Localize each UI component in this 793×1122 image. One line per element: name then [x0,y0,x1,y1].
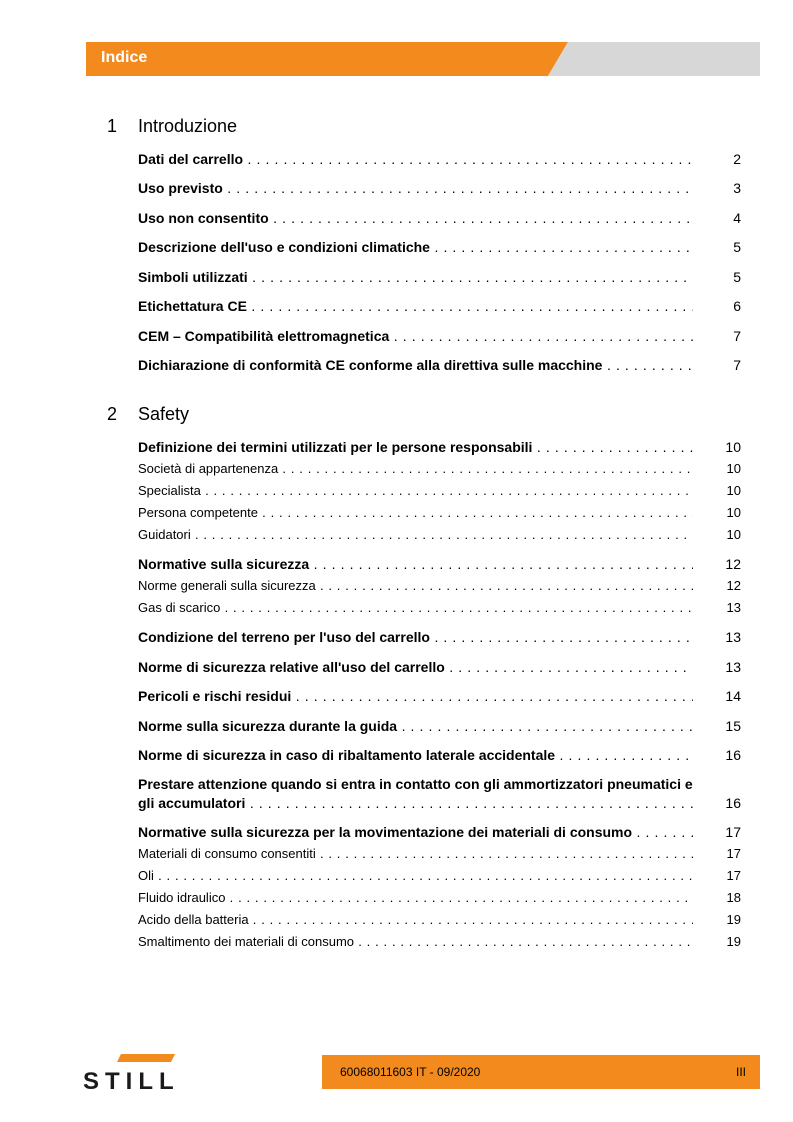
toc-entry-label: Dati del carrello [138,151,244,167]
toc-entry-label: Normative sulla sicurezza [138,556,310,572]
toc-entry-label: Normative sulla sicurezza per la movimentazione dei materiali di consumo [138,824,633,840]
toc-entry-label: Smaltimento dei materiali di consumo [138,934,355,949]
toc-entry-page: 13 [725,629,741,645]
toc-entry[interactable] [138,718,741,738]
toc-entry-label: Guidatori [138,527,191,542]
toc-entry-page: 12 [726,578,741,593]
toc-entry-page: 17 [726,868,741,883]
toc-entry[interactable] [138,688,741,708]
toc-subentry[interactable] [138,527,741,547]
chapter-title: Introduzione [138,116,238,136]
toc-entry-label: Dichiarazione di conformità CE conforme alla direttiva sulle macchine [138,357,603,373]
toc-subentry[interactable] [138,578,741,598]
toc-entry[interactable] [138,747,741,767]
toc-entry-page: 4 [733,210,741,226]
toc-entry-label: CEM – Compatibilità elettromagnetica [138,328,390,344]
toc-entry-page: 13 [726,600,741,615]
toc-entry-page: 15 [725,718,741,734]
page-header [86,42,760,76]
toc-subentry[interactable] [138,912,741,932]
toc-entry-page: 6 [733,298,741,314]
toc-entry[interactable] [138,210,741,230]
header-title: Indice [101,49,148,66]
toc-entry-page: 17 [725,824,741,840]
toc-subentry[interactable] [138,600,741,620]
toc-entry-label: Norme generali sulla sicurezza [138,578,316,593]
chapter-number: 1 [107,116,118,136]
toc-entry-page: 10 [726,505,741,520]
toc-entry-label: Norme sulla sicurezza durante la guida [138,718,398,734]
toc-entry-page: 13 [725,659,741,675]
toc-subentry[interactable] [138,934,741,954]
toc-entry-label: Uso previsto [138,180,223,196]
toc-entry[interactable] [138,180,741,200]
still-logo [83,1052,209,1092]
toc-entry[interactable] [138,151,741,171]
toc-entry-label: Norme di sicurezza relative all'uso del carrello [138,659,445,675]
header-band [86,42,760,76]
toc-entry-label: Descrizione dell'uso e condizioni climatiche [138,239,430,255]
toc-subentry[interactable] [138,461,741,481]
toc-entry[interactable] [138,328,741,348]
toc-subentry[interactable] [138,483,741,503]
toc-entry-label: Società di appartenenza [138,461,279,476]
chapter-number: 2 [107,404,118,424]
toc-entry-label: Norme di sicurezza in caso di ribaltamento laterale accidentale [138,747,556,763]
toc-entry-label: Acido della batteria [138,912,249,927]
toc-entry-page: 3 [733,180,741,196]
toc-entry-label: Etichettatura CE [138,298,247,314]
toc-entry[interactable] [138,795,741,815]
toc-entry-page: 10 [725,439,741,455]
toc-entry-page: 19 [726,934,741,949]
toc-entry-label: Condizione del terreno per l'uso del carrello [138,629,430,645]
toc-entry-page: 10 [726,461,741,476]
toc-entry[interactable] [138,298,741,318]
toc-entry-page: 16 [725,747,741,763]
toc-entry-label: Persona competente [138,505,258,520]
toc-entry-page: 18 [726,890,741,905]
toc-entry[interactable] [138,629,741,649]
toc-entry[interactable] [138,824,741,844]
toc-entry-label: gli accumulatori [138,795,246,811]
toc-entry-page: 7 [733,328,741,344]
toc-entry-page: 10 [726,527,741,542]
toc-entry-page: 12 [725,556,741,572]
toc-entry[interactable] [138,269,741,289]
toc-entry-label-line1[interactable]: Prestare attenzione quando si entra in contatto con gli ammortizzatori pneumatici e [138,776,693,792]
toc-entry[interactable] [138,439,741,459]
toc-entry-label: Materiali di consumo consentiti [138,846,316,861]
toc-entry-label: Uso non consentito [138,210,269,226]
toc-subentry[interactable] [138,505,741,525]
toc-entry-label: Specialista [138,483,201,498]
document-number: 60068011603 IT - 09/2020 [340,1065,481,1079]
toc-entry[interactable] [138,239,741,259]
toc-subentry[interactable] [138,890,741,910]
toc-entry-page: 7 [733,357,741,373]
toc-entry-page: 5 [733,269,741,285]
toc-entry-page: 14 [725,688,741,704]
toc-entry-page: 10 [726,483,741,498]
toc-entry[interactable] [138,556,741,576]
page-footer [322,1055,760,1089]
toc-subentry[interactable] [138,868,741,888]
page-number: III [735,1065,746,1079]
toc-entry-page: 17 [726,846,741,861]
toc-entry[interactable] [138,357,741,377]
toc-entry-page: 19 [726,912,741,927]
toc-entry-label: Definizione dei termini utilizzati per le persone responsabili [138,439,533,455]
toc-entry-page: 2 [733,151,741,167]
toc-entry-page: 5 [733,239,741,255]
chapter-title: Safety [138,404,190,424]
toc-entry[interactable] [138,659,741,679]
toc-entry-page: 16 [725,795,741,811]
toc-entry-label: Fluido idraulico [138,890,226,905]
svg-text:STILL: STILL [83,1068,180,1092]
toc-entry-label: Simboli utilizzati [138,269,248,285]
toc-subentry[interactable] [138,846,741,866]
toc-entry-label: Oli [138,868,154,883]
toc-entry-label: Gas di scarico [138,600,221,615]
toc-entry-label: Pericoli e rischi residui [138,688,292,704]
still-logo-icon [83,1052,209,1092]
